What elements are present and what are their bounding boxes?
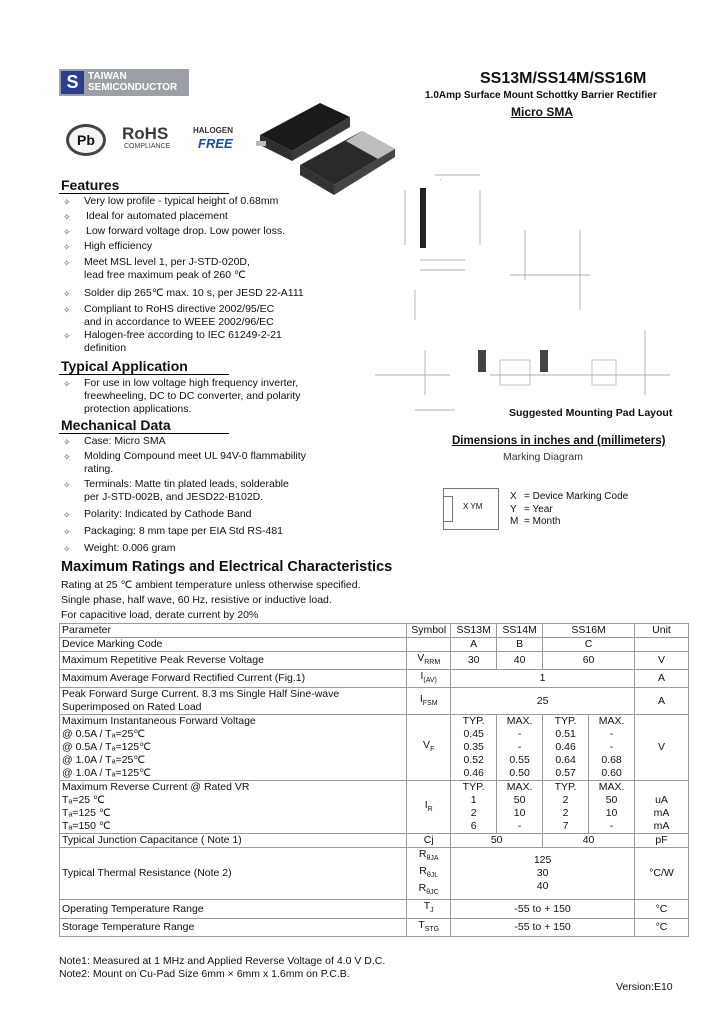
value-cell <box>451 848 635 900</box>
param-cell: Typical Thermal Resistance (Note 2) <box>60 848 407 900</box>
halogen-label: HALOGEN <box>193 126 233 135</box>
mechanical-heading: Mechanical Data <box>61 417 171 433</box>
list-item: freewheeling, DC to DC converter, and polarity <box>84 390 301 402</box>
value: 0.50 <box>509 767 530 780</box>
symbol: T <box>418 918 425 931</box>
bullet-icon: ✧ <box>63 305 71 315</box>
unit-cell: °C <box>635 918 689 936</box>
param-line: Tₐ=125 ℃ <box>62 807 111 820</box>
bullet-icon: ✧ <box>63 212 71 222</box>
value: 2 <box>470 807 477 820</box>
value-cell <box>497 715 543 781</box>
symbol-sub: θJL <box>426 872 439 880</box>
value: - <box>517 741 522 754</box>
header-unit: Unit <box>635 624 689 638</box>
value-cell: 1 <box>451 670 635 688</box>
value: 10 <box>513 807 526 820</box>
list-item: protection applications. <box>84 403 192 415</box>
legend-desc: = Device Marking Code <box>524 491 629 502</box>
bullet-icon: ✧ <box>63 227 71 237</box>
symbol: V <box>423 739 431 752</box>
bullet-icon: ✧ <box>63 510 71 520</box>
list-item: per J-STD-002B, and JESD22-B102D. <box>84 491 264 503</box>
table-row <box>60 918 689 936</box>
version-label: Version:E10 <box>616 981 673 993</box>
value-cell <box>451 715 497 781</box>
symbol-sub: θJC <box>426 889 439 897</box>
header-ss14m: SS14M <box>497 624 543 638</box>
param-cell: Operating Temperature Range <box>60 900 407 918</box>
symbol: T <box>423 900 431 913</box>
value: 0.52 <box>463 754 484 767</box>
unit-cell: °C/W <box>635 848 689 900</box>
value: - <box>517 820 522 833</box>
value-cell: C <box>543 638 635 652</box>
footnotes <box>59 955 385 981</box>
mechanical-underline <box>59 433 229 434</box>
list-item: Solder dip 265℃ max. 10 s, per JESD 22-A111 <box>84 287 304 299</box>
dimensions-label: Dimensions in inches and (millimeters) <box>452 435 666 447</box>
ratings-note: Rating at 25 ℃ ambient temperature unless otherwise specified. <box>61 579 361 591</box>
max-label: MAX. <box>598 715 625 728</box>
param-line: Tₐ=150 ℃ <box>62 820 111 833</box>
typ-label: TYP. <box>554 781 577 794</box>
value-cell <box>543 715 589 781</box>
table-row <box>60 715 689 781</box>
value-cell <box>497 781 543 834</box>
value-cell: 50 <box>451 834 543 848</box>
cathode-band-notch <box>443 496 453 522</box>
halogen-free-label: FREE <box>198 136 233 151</box>
logo-mark: S <box>61 71 84 94</box>
symbol-sub: F <box>430 746 435 754</box>
symbol: I <box>420 670 424 683</box>
unit-cell: °C <box>635 900 689 918</box>
legend-desc: = Month <box>524 516 561 527</box>
list-item: Compliant to RoHS directive 2002/95/EC <box>84 303 275 315</box>
bullet-icon: ✧ <box>63 379 71 389</box>
value: 0.57 <box>555 767 576 780</box>
param-cell <box>60 688 407 715</box>
legend-desc: = Year <box>524 503 553 515</box>
bullet-icon: ✧ <box>63 452 71 462</box>
bullet-icon: ✧ <box>63 197 71 207</box>
value: 0.68 <box>601 754 622 767</box>
legend-key: X <box>510 491 517 502</box>
marking-diagram-title: Marking Diagram <box>503 451 583 463</box>
value: 6 <box>470 820 477 833</box>
list-item: Halogen-free according to IEC 61249-2-21 <box>84 329 282 341</box>
bullet-icon: ✧ <box>63 242 71 252</box>
list-item: Polarity: Indicated by Cathode Band <box>84 508 252 520</box>
table-row <box>60 670 689 688</box>
unit: mA <box>653 807 670 820</box>
typ-label: TYP. <box>554 715 577 728</box>
param-cell: Typical Junction Capacitance ( Note 1) <box>60 834 407 848</box>
value-cell <box>589 715 635 781</box>
table-row <box>60 638 689 652</box>
list-item: definition <box>84 342 127 354</box>
unit-cell: pF <box>635 834 689 848</box>
list-item: High efficiency <box>84 240 153 252</box>
param-cell: Device Marking Code <box>60 638 407 652</box>
list-item: Very low profile - typical height of 0.68mm <box>84 195 279 207</box>
param-line: @ 0.5A / Tₐ=125℃ <box>62 741 151 754</box>
value: 125 <box>533 854 552 867</box>
symbol-cell <box>407 638 451 652</box>
param-line: Maximum Reverse Current @ Rated VR <box>62 781 250 794</box>
dimension-label: . <box>440 176 442 182</box>
value-cell <box>543 781 589 834</box>
footnote: Note2: Mount on Cu-Pad Size 6mm × 6mm x 1.6mm on P.C.B. <box>59 968 350 980</box>
symbol: V <box>417 652 425 664</box>
ratings-note: Single phase, half wave, 60 Hz, resistive or inductive load. <box>61 594 332 606</box>
bullet-icon: ✧ <box>63 258 71 268</box>
value: 0.46 <box>463 767 484 780</box>
table-header-row <box>60 624 689 638</box>
value: - <box>517 728 522 741</box>
marking-legend <box>510 491 628 529</box>
unit-cell: A <box>635 670 689 688</box>
value-cell: B <box>497 638 543 652</box>
header-symbol: Symbol <box>407 624 451 638</box>
value: 2 <box>562 794 569 807</box>
value: 7 <box>562 820 569 833</box>
table-row <box>60 652 689 670</box>
list-item: lead free maximum peak of 260 ℃ <box>84 269 246 281</box>
symbol-sub: STG <box>424 925 440 933</box>
value: 0.35 <box>463 741 484 754</box>
value-cell: 40 <box>543 834 635 848</box>
list-item: Terminals: Matte tin plated leads, solderable <box>84 478 289 490</box>
pb-free-badge: Pb <box>66 124 106 156</box>
symbol-sub: J <box>430 907 434 915</box>
symbol: R <box>418 848 427 861</box>
rohs-compliance-text: COMPLIANCE <box>124 143 171 150</box>
marking-code: X YM <box>463 502 483 511</box>
unit: uA <box>655 794 668 807</box>
unit-cell <box>635 781 689 834</box>
list-item: Ideal for automated placement <box>86 210 228 222</box>
table-row <box>60 848 689 900</box>
value-cell: 40 <box>497 652 543 670</box>
page-title: SS13M/SS14M/SS16M <box>480 70 647 87</box>
unit-cell: V <box>635 652 689 670</box>
dimension-drawing <box>350 170 690 415</box>
value-cell: 60 <box>543 652 635 670</box>
table-row <box>60 834 689 848</box>
bullet-icon: ✧ <box>63 437 71 447</box>
features-underline <box>59 193 229 194</box>
table-row <box>60 781 689 834</box>
value-cell: -55 to + 150 <box>451 918 635 936</box>
value: 0.45 <box>463 728 484 741</box>
value-cell: 30 <box>451 652 497 670</box>
param-line: Peak Forward Surge Current. 8.3 ms Single Half Sine-wave <box>62 688 340 701</box>
bullet-icon: ✧ <box>63 331 71 341</box>
value: 50 <box>513 794 526 807</box>
header-ss13m: SS13M <box>451 624 497 638</box>
symbol: I <box>419 692 423 705</box>
logo-text <box>88 71 177 93</box>
value: 0.60 <box>601 767 622 780</box>
value: - <box>609 728 614 741</box>
logo-line-2: SEMICONDUCTOR <box>88 82 178 93</box>
value-cell <box>451 781 497 834</box>
legend-key: M <box>510 516 519 527</box>
value: 1 <box>470 794 477 807</box>
max-label: MAX. <box>506 715 533 728</box>
value-cell: A <box>451 638 497 652</box>
symbol-cell <box>407 715 451 781</box>
param-line: Superimposed on Rated Load <box>62 701 202 714</box>
symbol-cell <box>407 918 451 936</box>
application-heading: Typical Application <box>61 358 188 374</box>
symbol-cell <box>407 900 451 918</box>
bullet-icon: ✧ <box>63 480 71 490</box>
param-line: Tₐ=25 ℃ <box>62 794 105 807</box>
param-cell: Maximum Average Forward Rectified Current (Fig.1) <box>60 670 407 688</box>
symbol-sub: R <box>427 805 433 813</box>
value: 0.51 <box>555 728 576 741</box>
unit-cell <box>635 638 689 652</box>
value: - <box>609 741 614 754</box>
footnote: Note1: Measured at 1 MHz and Applied Reverse Voltage of 4.0 V D.C. <box>59 955 386 967</box>
param-line: @ 1.0A / Tₐ=125℃ <box>62 767 151 780</box>
symbol-cell: Cj <box>407 834 451 848</box>
logo-line-1: TAIWAN <box>88 71 127 82</box>
ratings-notes <box>61 578 361 623</box>
param-cell <box>60 781 407 834</box>
value: 0.64 <box>555 754 576 767</box>
value: 0.46 <box>555 741 576 754</box>
pad-layout-label: Suggested Mounting Pad Layout <box>509 407 673 419</box>
legend-row <box>510 491 628 504</box>
param-cell: Maximum Repetitive Peak Reverse Voltage <box>60 652 407 670</box>
list-item: Packaging: 8 mm tape per EIA Std RS-481 <box>84 525 284 537</box>
symbol-sub: RRM <box>424 659 441 667</box>
header-parameter: Parameter <box>60 624 407 638</box>
rohs-badge: RoHS <box>122 124 169 143</box>
typ-label: TYP. <box>462 781 485 794</box>
param-line: @ 0.5A / Tₐ=25℃ <box>62 728 146 741</box>
value-cell: 25 <box>451 688 635 715</box>
symbol-sub: (AV) <box>423 677 437 685</box>
symbol-sub: FSM <box>422 699 438 707</box>
table-row <box>60 900 689 918</box>
value: 2 <box>562 807 569 820</box>
param-cell: Storage Temperature Range <box>60 918 407 936</box>
symbol: R <box>418 882 427 895</box>
value-cell: -55 to + 150 <box>451 900 635 918</box>
legend-key: Y <box>510 503 517 515</box>
symbol: R <box>419 865 427 878</box>
application-underline <box>59 374 229 375</box>
legend-row <box>510 516 628 529</box>
value: 10 <box>605 807 618 820</box>
unit: mA <box>653 820 670 833</box>
max-label: MAX. <box>506 781 533 794</box>
ratings-heading: Maximum Ratings and Electrical Characteristics <box>61 559 393 575</box>
param-cell <box>60 715 407 781</box>
symbol-cell <box>407 848 451 900</box>
value: 0.55 <box>509 754 530 767</box>
legend-row <box>510 504 628 517</box>
list-item: Molding Compound meet UL 94V-0 flammability <box>84 450 306 462</box>
symbol: I <box>424 798 428 811</box>
symbol-cell <box>407 781 451 834</box>
typ-label: TYP. <box>462 715 485 728</box>
features-heading: Features <box>61 177 120 193</box>
symbol-cell <box>407 670 451 688</box>
bullet-icon: ✧ <box>63 544 71 554</box>
value: - <box>609 820 614 833</box>
list-item: For use in low voltage high frequency inverter, <box>84 377 299 389</box>
list-item: Low forward voltage drop. Low power loss. <box>86 225 286 237</box>
list-item: Case: Micro SMA <box>84 435 166 447</box>
bullet-icon: ✧ <box>63 527 71 537</box>
max-label: MAX. <box>598 781 625 794</box>
list-item: Weight: 0.006 gram <box>84 542 176 554</box>
param-line: @ 1.0A / Tₐ=25℃ <box>62 754 146 767</box>
unit-cell: V <box>635 715 689 781</box>
value: 40 <box>536 880 549 893</box>
table-row <box>60 688 689 715</box>
page-subtitle: 1.0Amp Surface Mount Schottky Barrier Rectifier <box>425 90 657 101</box>
value-cell <box>589 781 635 834</box>
param-line: Maximum Instantaneous Forward Voltage <box>62 715 256 728</box>
value: 30 <box>536 867 549 880</box>
symbol-cell <box>407 688 451 715</box>
list-item: and in accordance to WEEE 2002/96/EC <box>84 316 274 328</box>
ratings-note: For capacitive load, derate current by 20% <box>61 609 259 621</box>
list-item: rating. <box>84 463 114 475</box>
symbol-cell <box>407 652 451 670</box>
value: 50 <box>605 794 618 807</box>
bullet-icon: ✧ <box>63 289 71 299</box>
unit-cell: A <box>635 688 689 715</box>
header-ss16m: SS16M <box>543 624 635 638</box>
symbol-sub: θJA <box>426 855 439 863</box>
ratings-table <box>59 623 689 937</box>
package-name: Micro SMA <box>511 105 574 119</box>
list-item: Meet MSL level 1, per J-STD-020D, <box>84 256 250 268</box>
